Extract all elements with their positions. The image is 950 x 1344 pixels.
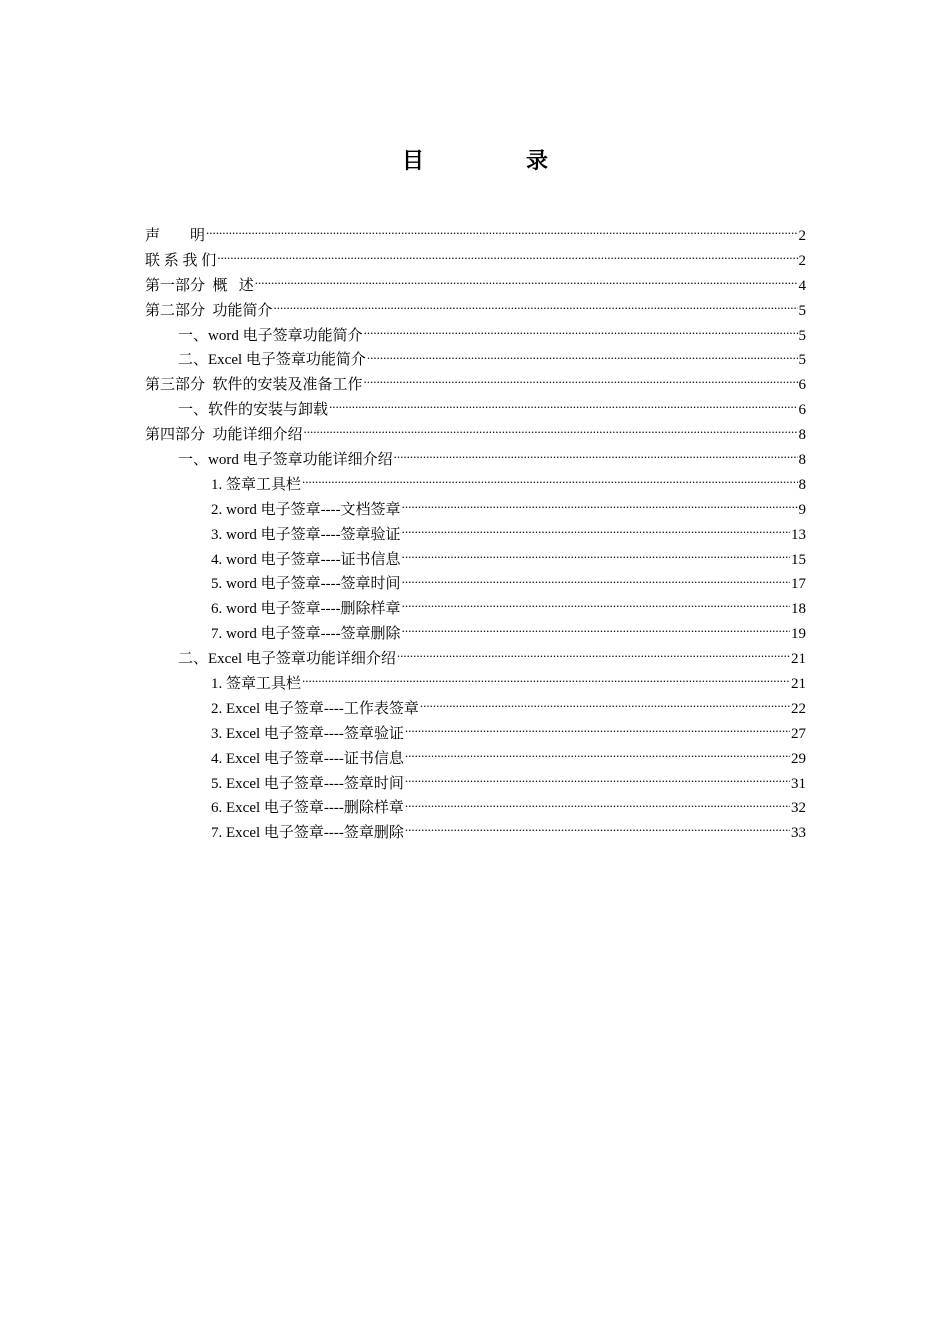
toc-entry[interactable] — [145, 523, 806, 548]
toc-entry-page-number: 4 — [798, 277, 806, 294]
toc-entry[interactable] — [145, 772, 806, 797]
dot-leader — [420, 698, 790, 713]
toc-entry-text: 3. word 电子签章----签章验证 — [211, 526, 401, 543]
toc-entry[interactable] — [145, 448, 806, 473]
toc-entry[interactable] — [145, 299, 806, 324]
toc-entry[interactable] — [145, 647, 806, 672]
toc-entry-text: 6. Excel 电子签章----删除样章 — [211, 800, 404, 817]
toc-entry[interactable] — [145, 274, 806, 299]
toc-entry-page-number: 31 — [791, 775, 806, 792]
toc-entry-page-number: 5 — [798, 352, 806, 369]
dot-leader — [367, 349, 798, 364]
toc-entry-text: 一、word 电子签章功能详细介绍 — [178, 452, 393, 469]
toc-entry-page-number: 32 — [791, 800, 806, 817]
toc-entry[interactable] — [145, 548, 806, 573]
dot-leader — [402, 524, 790, 539]
toc-entry[interactable] — [145, 796, 806, 821]
toc-entry-page-number: 8 — [798, 476, 806, 493]
dot-leader — [402, 549, 790, 564]
toc-entry-page-number: 2 — [798, 252, 806, 269]
dot-leader — [302, 474, 797, 489]
toc-entry-page-number: 19 — [791, 626, 806, 643]
toc-entry[interactable] — [145, 373, 806, 398]
toc-entry[interactable] — [145, 423, 806, 448]
toc-entry[interactable] — [145, 324, 806, 349]
toc-entry[interactable] — [145, 747, 806, 772]
dot-leader — [402, 499, 798, 514]
toc-entry-page-number: 9 — [798, 501, 806, 518]
dot-leader — [397, 648, 790, 663]
toc-entry-page-number: 2 — [798, 228, 806, 244]
toc-entry-text: 7. Excel 电子签章----签章删除 — [211, 825, 404, 842]
toc-entry-text: 4. Excel 电子签章----证书信息 — [211, 750, 404, 767]
toc-entry-page-number: 13 — [791, 526, 806, 543]
dot-leader — [274, 300, 798, 315]
toc-entry-text: 声 明 — [145, 228, 206, 244]
toc-title: 目 录 — [401, 149, 588, 174]
toc-entry-text: 第二部分 功能简介 — [145, 302, 273, 319]
toc-entry-page-number: 29 — [791, 750, 806, 767]
toc-entry-page-number: 33 — [791, 825, 806, 842]
toc-entry-text: 1. 签章工具栏 — [211, 676, 302, 693]
toc-entry-text: 二、Excel 电子签章功能详细介绍 — [178, 651, 396, 668]
dot-leader — [405, 773, 790, 788]
toc-entry-text: 5. word 电子签章----签章时间 — [211, 576, 401, 593]
dot-leader — [364, 374, 798, 389]
toc-entry-page-number: 6 — [798, 402, 806, 419]
toc-entry-text: 7. word 电子签章----签章删除 — [211, 626, 401, 643]
toc-entry-text: 第三部分 软件的安装及准备工作 — [145, 377, 363, 394]
toc-entry[interactable] — [145, 398, 806, 423]
toc-entry-page-number: 21 — [791, 676, 806, 693]
dot-leader — [255, 275, 798, 290]
dot-leader — [206, 225, 797, 240]
toc-entry-page-number: 15 — [791, 551, 806, 568]
toc-entry[interactable] — [145, 498, 806, 523]
toc-entry-page-number: 8 — [798, 427, 806, 444]
toc-entry-text: 1. 签章工具栏 — [211, 476, 302, 493]
toc-entry-text: 6. word 电子签章----删除样章 — [211, 601, 401, 618]
toc-entry[interactable] — [145, 572, 806, 597]
dot-leader — [364, 325, 798, 340]
toc-entry-page-number: 27 — [791, 725, 806, 742]
dot-leader — [402, 598, 790, 613]
toc-entry-text: 二、Excel 电子签章功能简介 — [178, 352, 366, 369]
dot-leader — [402, 623, 790, 638]
toc-entry-text: 2. word 电子签章----文档签章 — [211, 501, 401, 518]
toc-entry-text: 5. Excel 电子签章----签章时间 — [211, 775, 404, 792]
dot-leader — [405, 797, 790, 812]
toc-entry[interactable] — [145, 622, 806, 647]
dot-leader — [394, 449, 798, 464]
toc-entry-text: 第四部分 功能详细介绍 — [145, 427, 303, 444]
toc-entry-text: 3. Excel 电子签章----签章验证 — [211, 725, 404, 742]
toc-entry[interactable] — [145, 821, 806, 846]
toc-entry[interactable] — [145, 224, 806, 249]
dot-leader — [217, 250, 797, 265]
toc-entry-page-number: 5 — [798, 327, 806, 344]
toc-entry-page-number: 8 — [798, 452, 806, 469]
toc-entry-page-number: 22 — [791, 700, 806, 717]
dot-leader — [302, 673, 790, 688]
toc-entry[interactable] — [145, 249, 806, 274]
dot-leader — [405, 748, 790, 763]
dot-leader — [329, 399, 797, 414]
toc-entry[interactable] — [145, 697, 806, 722]
toc-entry-text: 一、word 电子签章功能简介 — [178, 327, 363, 344]
toc-entry-text: 4. word 电子签章----证书信息 — [211, 551, 401, 568]
toc-entry[interactable] — [145, 473, 806, 498]
toc-entry-page-number: 21 — [791, 651, 806, 668]
toc-entry-text: 第一部分 概 述 — [145, 277, 254, 294]
toc-entry[interactable] — [145, 672, 806, 697]
toc-entry[interactable] — [145, 348, 806, 373]
toc-entry-page-number: 17 — [791, 576, 806, 593]
dot-leader — [304, 424, 798, 439]
toc-entry-page-number: 6 — [798, 377, 806, 394]
toc-entry-text: 一、软件的安装与卸载 — [178, 402, 329, 419]
toc-entry-page-number: 5 — [798, 302, 806, 319]
toc-entry[interactable] — [145, 722, 806, 747]
toc-entry[interactable] — [145, 597, 806, 622]
dot-leader — [402, 573, 790, 588]
table-of-contents — [145, 224, 806, 846]
toc-entry-page-number: 18 — [791, 601, 806, 618]
toc-entry-text: 联 系 我 们 — [145, 252, 217, 269]
dot-leader — [405, 822, 790, 837]
toc-entry-text: 2. Excel 电子签章----工作表签章 — [211, 700, 419, 717]
dot-leader — [405, 723, 790, 738]
